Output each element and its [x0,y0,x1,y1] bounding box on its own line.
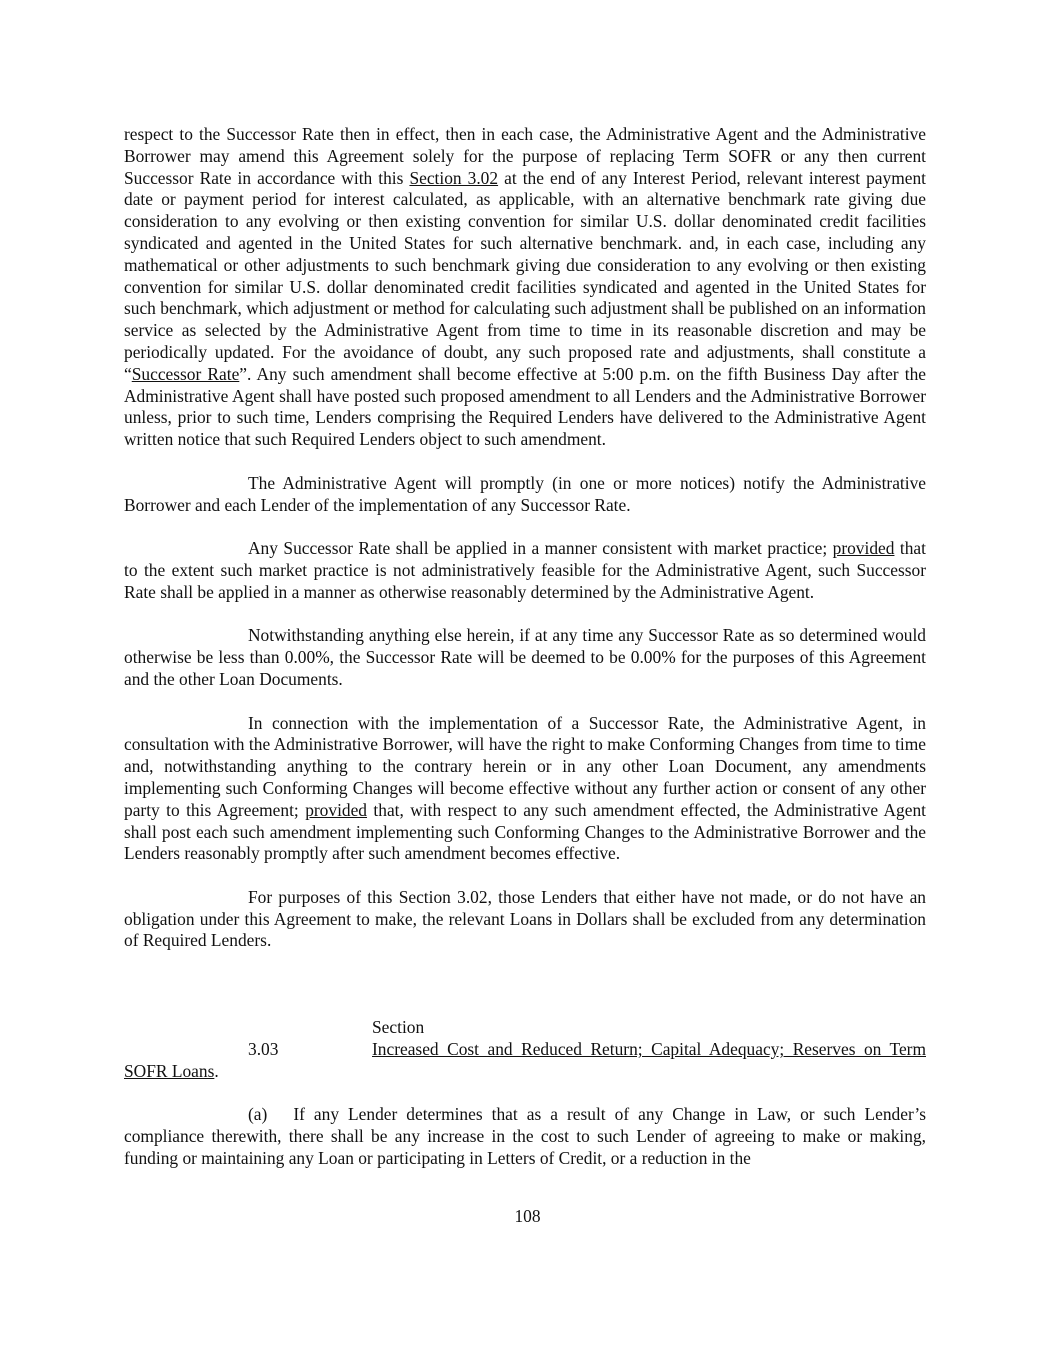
provided-term: provided [832,538,895,559]
paragraph-required-lenders: For purposes of this Section 3.02, those Lenders that either have not made, or do not have an obligation under this Agreement to make, the relevant Loans in Dollars shall be excluded from any determination of Required Lenders. [124,886,926,951]
section-heading: Section 3.03 Increased Cost and Reduced Return; Capital Adequacy; Reserves on Term SOFR Loans. [124,1017,926,1081]
document-body [124,124,926,1170]
defined-term: Successor Rate [131,363,240,384]
paragraph-floor: Notwithstanding anything else herein, if at any time any Successor Rate as so determined would otherwise be less than 0.00%, the Successor Rate will be deemed to be 0.00% for the purposes of this Agreement and the other Loan Documents. [124,625,926,689]
section-title: Increased Cost and Reduced Return; Capital Adequacy; Reserves on Term SOFR Loans [124,1039,926,1081]
provided-term: provided [305,799,368,820]
clause-label: (a) [248,1104,268,1125]
paragraph-notice: The Administrative Agent will promptly (in one or more notices) notify the Administrative Borrower and each Lender of the implementation of any Successor Rate. [124,472,926,515]
section-number: Section 3.03 [248,1017,425,1060]
section-reference: Section 3.02 [409,167,499,188]
paragraph-successor-rate-amendment: respect to the Successor Rate then in effect, then in each case, the Administrative Agent and the Administrative Borrower may amend this Agreement solely for the purpose of replacing Term SOFR or any then current Successor Rate in accordance with this Section 3.02 at the end of any Interest Period, relevant interest payment date or payment period for interest calculated, as applicable, with an alternative benchmark rate giving due consideration to any evolving or then existing convention for similar U.S. dollar denominated credit facilities syndicated and agented in the United States for such alternative benchmark. and, in each case, including any mathematical or other adjustments to such benchmark giving due consideration to any evolving or then existing convention for similar U.S. dollar denominated credit facilities syndicated and agented in the United States for such benchmark, which adjustment or method for calculating such adjustment shall be published on an information service as selected by the Administrative Agent from time to time in its reasonable discretion and may be periodically updated. For the avoidance of doubt, any such proposed rate and adjustments, shall constitute a “Successor Rate”. Any such amendment shall become effective at 5:00 p.m. on the fifth Business Day after the Administrative Agent shall have posted such proposed amendment to all Lenders and the Administrative Borrower unless, prior to such time, Lenders comprising the Required Lenders have delivered to the Administrative Agent written notice that such Required Lenders object to such amendment. [124,124,926,450]
paragraph-market-practice: Any Successor Rate shall be applied in a manner consistent with market practice; provided that to the extent such market practice is not administratively feasible for the Administrative Agent, such Successor Rate shall be applied in a manner as otherwise reasonably determined by the Administrative Agent. [124,538,926,602]
paragraph-a: (a) If any Lender determines that as a result of any Change in Law, or such Lender’s compliance therewith, there shall be any increase in the cost to such Lender of agreeing to make or making, funding or maintaining any Loan or participating in Letters of Credit, or a reduction in the [124,1104,926,1169]
page-number: 108 [514,1206,541,1226]
paragraph-conforming-changes: In connection with the implementation of a Successor Rate, the Administrative Agent, in consultation with the Administrative Borrower, will have the right to make Conforming Changes from time to time and, notwithstanding anything to the contrary herein or in any other Loan Document, any amendments implementing such Conforming Changes will become effective without any further action or consent of any other party to this Agreement; provided that, with respect to any such amendment effected, the Administrative Agent shall post each such amendment implementing such Conforming Changes to the Administrative Borrower and the Lenders reasonably promptly after such amendment becomes effective. [124,712,926,864]
